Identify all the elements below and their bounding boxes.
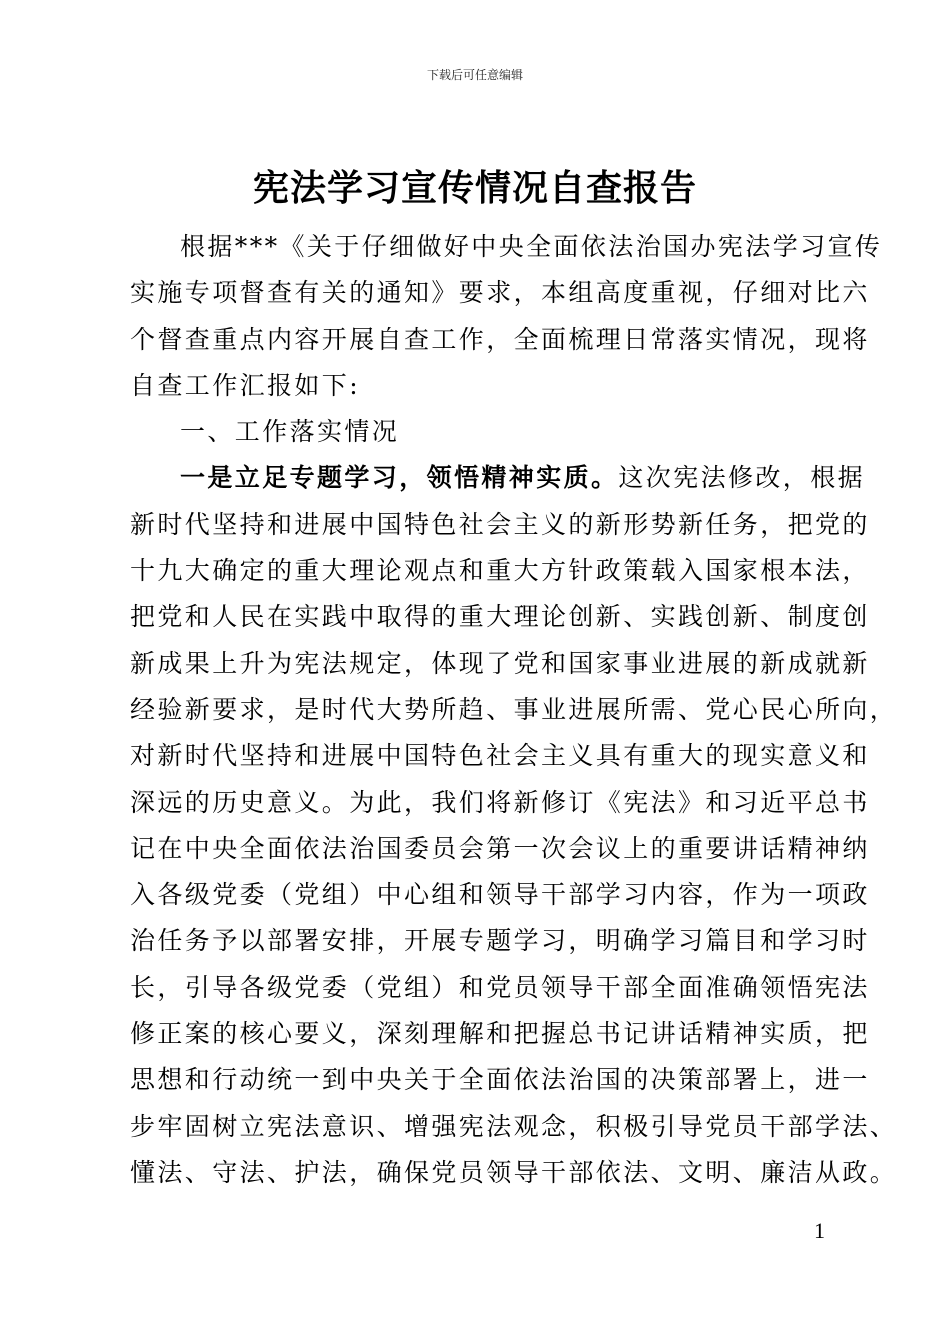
document-body (130, 224, 898, 1196)
paragraph-line: 根据***《关于仔细做好中央全面依法治国办宪法学习宣传 (180, 232, 883, 261)
lead-bold-text: 一是立足专题学习，领悟精神实质。 (180, 463, 619, 493)
paragraph-line: 长，引导各级党委（党组）和党员领导干部全面准确领悟宪法 (130, 972, 870, 1002)
paragraph-line: 对新时代坚持和进展中国特色社会主义具有重大的现实意义和 (130, 741, 870, 771)
paragraph-line: 新时代坚持和进展中国特色社会主义的新形势新任务，把党的 (130, 509, 870, 539)
document-title: 宪法学习宣传情况自查报告 (252, 167, 697, 209)
paragraph-line: 十九大确定的重大理论观点和重大方针政策载入国家根本法， (130, 556, 870, 586)
page-header-note: 下载后可任意编辑 (426, 68, 523, 82)
section-heading: 一、工作落实情况 (180, 417, 400, 447)
paragraph-line: 把党和人民在实践中取得的重大理论创新、实践创新、制度创 (130, 602, 870, 632)
paragraph-line: 治任务予以部署安排，开展专题学习，明确学习篇目和学习时 (130, 926, 870, 956)
lead-rest-text: 这次宪法修改，根据 (618, 463, 866, 493)
paragraph-line: 入各级党委（党组）中心组和领导干部学习内容，作为一项政 (130, 880, 870, 910)
paragraph-line: 个督查重点内容开展自查工作，全面梳理日常落实情况，现将 (130, 324, 870, 354)
paragraph-line: 步牢固树立宪法意识、增强宪法观念，积极引导党员干部学法、 (130, 1111, 898, 1141)
paragraph-lead-line (130, 455, 866, 501)
paragraph-line: 深远的历史意义。为此，我们将新修订《宪法》和习近平总书 (130, 787, 870, 817)
paragraph-line: 思想和行动统一到中央关于全面依法治国的决策部署上，进一 (130, 1065, 870, 1095)
page-number: 1 (814, 1218, 825, 1243)
paragraph-line: 新成果上升为宪法规定，体现了党和国家事业进展的新成就新 (130, 648, 870, 678)
paragraph-line: 自查工作汇报如下: (130, 370, 361, 400)
paragraph-line: 修正案的核心要义，深刻理解和把握总书记讲话精神实质，把 (130, 1019, 870, 1049)
paragraph-line: 实施专项督查有关的通知》要求，本组高度重视，仔细对比六 (130, 278, 870, 308)
paragraph-line: 懂法、守法、护法，确保党员领导干部依法、文明、廉洁从政。 (130, 1157, 898, 1187)
paragraph-line: 记在中央全面依法治国委员会第一次会议上的重要讲话精神纳 (130, 833, 870, 863)
paragraph-line: 经验新要求，是时代大势所趋、事业进展所需、党心民心所向， (130, 694, 898, 724)
